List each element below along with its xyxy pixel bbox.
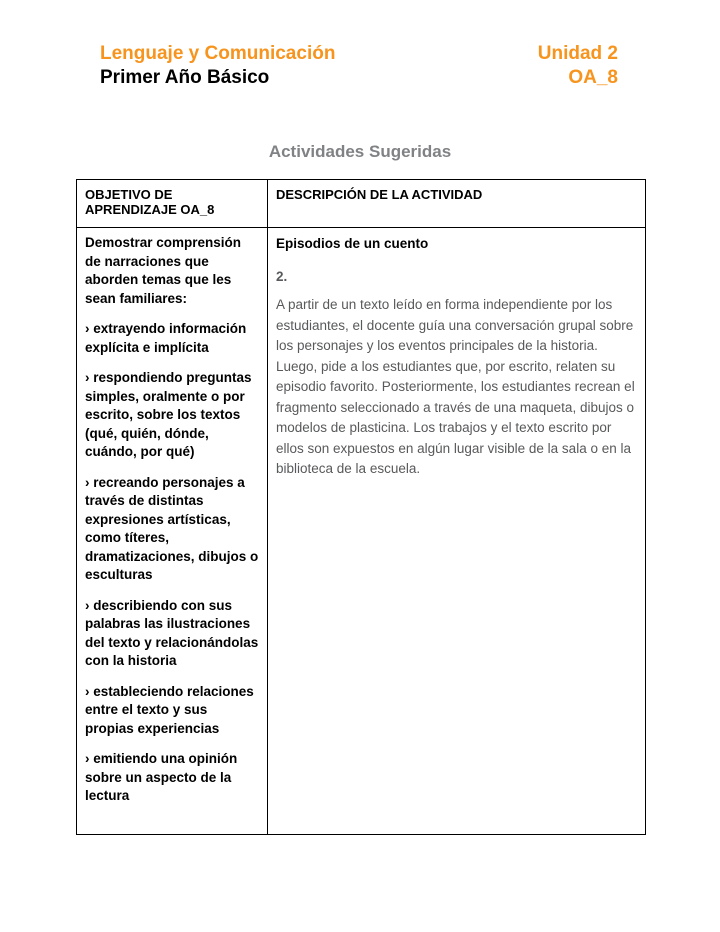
- objective-intro: Demostrar comprensión de narraciones que aborden temas que les sean familiares:: [85, 235, 242, 306]
- unit-label: Unidad 2: [537, 43, 618, 64]
- activity-description: A partir de un texto leído en forma independiente por los estudiantes, el docente guía una conversación grupal sobre los personajes y los eventos principales de la historia. Luego, pide a los estudiantes que, por escrito, relaten su episodio favorito. Posteriormente, los estudiantes recrean el fragmento seleccionado a través de una maqueta, dibujos o modelos de plasticina. Los trabajos y el texto escrito por ellos son expuestos en algún lugar visible de la sala o en la biblioteca de la escuela.: [276, 297, 635, 476]
- objective-bullet: › recreando personajes a través de distintas expresiones artísticas, como títeres, dramatizaciones, dibujos o esculturas: [85, 474, 259, 582]
- activity-cell: [268, 228, 646, 835]
- objective-cell: [77, 228, 268, 835]
- table-header-row: [77, 180, 646, 228]
- oa-label: OA_8: [568, 67, 618, 88]
- activity-number: 2.: [276, 268, 288, 284]
- page-title: Actividades Sugeridas: [268, 142, 452, 161]
- subject-title: Lenguaje y Comunicación: [100, 43, 336, 64]
- objective-bullet: › extrayendo información explícita e implícita: [85, 321, 247, 355]
- activity-title: Episodios de un cuento: [276, 236, 429, 251]
- page-header: [0, 0, 720, 90]
- table-body-row: [77, 228, 646, 835]
- grade-label: Primer Año Básico: [100, 67, 270, 88]
- activities-table: [76, 179, 646, 835]
- objective-column-header: OBJETIVO DE APRENDIZAJE OA_8: [77, 180, 268, 228]
- objective-bullet: › estableciendo relaciones entre el texto y sus propias experiencias: [85, 683, 254, 736]
- objective-bullet: › respondiendo preguntas simples, oralmente o por escrito, sobre los textos (qué, quién, dónde, cuándo, por qué): [85, 370, 252, 459]
- objective-bullet: › describiendo con sus palabras las ilustraciones del texto y relacionándolas con la historia: [85, 597, 259, 668]
- objective-bullet: › emitiendo una opinión sobre un aspecto de la lectura: [85, 751, 238, 803]
- header-row-top: [100, 42, 618, 66]
- description-column-header: DESCRIPCIÓN DE LA ACTIVIDAD: [268, 180, 646, 228]
- header-row-bottom: [100, 66, 618, 90]
